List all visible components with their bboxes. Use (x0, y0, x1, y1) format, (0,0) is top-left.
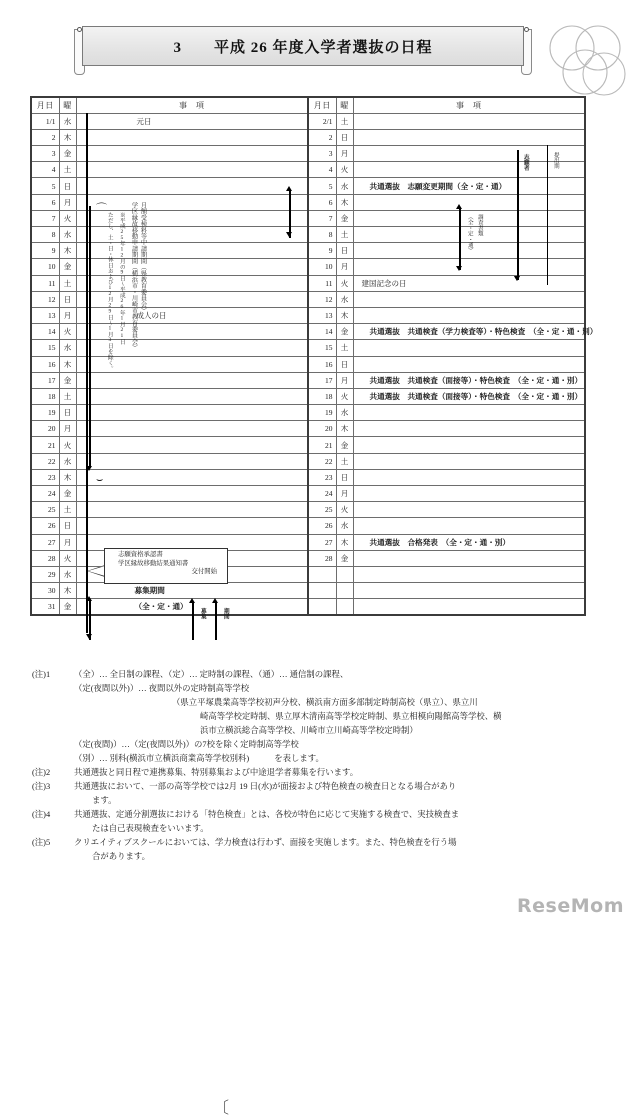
jan-event-cell: （全・定・通） (76, 599, 308, 615)
note-text: 崎高等学校定時制、県立厚木清南高等学校定時制、県立相模向陽館高等学校、横 (200, 712, 502, 722)
feb-event-cell: 共通選抜 合格発表 （全・定・通・別） (353, 534, 585, 550)
feb-submit-vtext: 提出期 (552, 152, 559, 169)
jan-date-cell: 29 (31, 566, 59, 582)
selection-schedule-table (30, 96, 598, 616)
jan-date-cell: 5 (31, 178, 59, 194)
note-text: 合があります。 (92, 852, 150, 862)
note-text: （全）… 全日制の課程、（定）… 定時制の課程、（通）… 通信制の課程、 (74, 670, 349, 679)
note-row-cont (32, 724, 612, 737)
table-row (31, 421, 585, 437)
note-row (32, 808, 612, 821)
feb-empty-cell (308, 583, 336, 599)
feb-date-cell: 15 (308, 340, 336, 356)
jan-dow-cell: 水 (59, 113, 76, 129)
callout-line-2: 学区縁故移動結果通知書 (118, 559, 189, 567)
feb-dow-cell: 水 (336, 178, 353, 194)
jan-date-cell: 6 (31, 194, 59, 210)
table-row (31, 178, 585, 194)
table-row (31, 502, 585, 518)
feb-dow-cell: 土 (336, 113, 353, 129)
feb-dow-cell: 木 (336, 534, 353, 550)
section-number: 3 (173, 39, 182, 56)
jan-dow-cell: 水 (59, 566, 76, 582)
feb-event-cell (353, 146, 585, 162)
table-row (31, 307, 585, 323)
jan-dow-cell: 日 (59, 518, 76, 534)
decorative-rings-icon (542, 22, 632, 102)
feb-dow-cell: 日 (336, 243, 353, 259)
table-row (31, 469, 585, 485)
note-text: （別）… 別科(横浜市立横浜商業高等学校別科) を表します。 (74, 754, 324, 764)
header-event-feb: 事 項 (353, 97, 585, 113)
feb-event-cell (353, 129, 585, 145)
jan-dow-cell: 日 (59, 291, 76, 307)
page-title (173, 36, 432, 57)
jan-dow-cell: 日 (59, 178, 76, 194)
feb-empty-cell (336, 566, 353, 582)
callout-line-3: 交付開始 (191, 568, 217, 576)
note-text: 浜市立横浜総合高等学校、川崎市立川崎高等学校定時制） (200, 726, 418, 736)
jan-vertical-text-2: 学区縁故移動申請期間（横浜市・川崎市教育委員会） (130, 202, 138, 351)
title-label: 平成 26 年度入学者選抜の日程 (214, 39, 433, 56)
note-label: (注)2 (32, 768, 51, 778)
table-row (31, 518, 585, 534)
feb-event-cell (353, 421, 585, 437)
jan-dow-cell: 火 (59, 210, 76, 226)
feb-date-cell: 2 (308, 129, 336, 145)
jan-event-cell (76, 405, 308, 421)
feb-empty-cell (353, 566, 585, 582)
feb-dow-cell: 金 (336, 210, 353, 226)
title-plate (82, 26, 524, 66)
jan-dow-cell: 金 (59, 599, 76, 615)
feb-event-cell (353, 259, 585, 275)
jan-dow-cell: 金 (59, 259, 76, 275)
jan-event-cell (76, 372, 308, 388)
jan-event-cell (76, 291, 308, 307)
jan-date-cell: 24 (31, 486, 59, 502)
jan-event-cell (76, 243, 308, 259)
jan-event-cell (76, 356, 308, 372)
feb-dow-cell: 火 (336, 502, 353, 518)
feb-dow-cell: 金 (336, 324, 353, 340)
table-row (31, 162, 585, 178)
jan-event-cell (76, 502, 308, 518)
note-row (32, 668, 612, 681)
table-row (31, 227, 585, 243)
jan-dow-cell: 金 (59, 372, 76, 388)
jan-event-cell (76, 259, 308, 275)
feb-date-cell: 26 (308, 518, 336, 534)
table-row (31, 275, 585, 291)
jan-dow-cell: 木 (59, 583, 76, 599)
table-row (31, 324, 585, 340)
feb-event-cell (353, 113, 585, 129)
jan-dow-cell: 木 (59, 129, 76, 145)
jan-date-cell: 23 (31, 469, 59, 485)
jan-event-cell (76, 210, 308, 226)
feb-date-cell: 16 (308, 356, 336, 372)
feb-date-cell: 22 (308, 453, 336, 469)
jan-dow-cell: 土 (59, 388, 76, 404)
feb-date-cell: 8 (308, 227, 336, 243)
jan-date-cell: 21 (31, 437, 59, 453)
jan-event-cell (76, 194, 308, 210)
feb-dow-cell: 水 (336, 405, 353, 421)
jan-event-cell (76, 486, 308, 502)
jan-date-cell: 22 (31, 453, 59, 469)
jan-event-cell (76, 388, 308, 404)
feb-date-cell: 13 (308, 307, 336, 323)
table-row (31, 146, 585, 162)
jan-date-cell: 20 (31, 421, 59, 437)
note-text: 共通選抜において、一部の高等学校では2月 19 日(水)が面接および特色検査の検査日となる場合があり (74, 782, 457, 792)
feb-dow-cell: 金 (336, 437, 353, 453)
note-text: （定(夜間)）…（定(夜間以外)）の7校を除く定時制高等学校 (74, 740, 299, 750)
feb-dow-cell: 土 (336, 227, 353, 243)
table-row (31, 129, 585, 145)
feb-empty-cell (308, 566, 336, 582)
jan-dow-cell: 木 (59, 469, 76, 485)
jan-dow-cell: 木 (59, 243, 76, 259)
jan-brace-top: ⌒ (96, 203, 107, 215)
note-label: (注)1 (32, 670, 51, 679)
note-text: （定(夜間以外)）… 夜間以外の定時制高等学校 (74, 684, 250, 694)
header-date-jan: 月日 (31, 97, 59, 113)
watermark-logo: ReseMom (517, 895, 624, 917)
jan-dow-cell: 水 (59, 227, 76, 243)
jan-recruit-arrow-head-dn (86, 634, 92, 639)
feb-date-cell: 21 (308, 437, 336, 453)
jan-dow-cell: 木 (59, 356, 76, 372)
note-label: (注)4 (32, 810, 51, 820)
jan-event-cell (76, 162, 308, 178)
header-dow-feb: 曜 (336, 97, 353, 113)
jan-vertical-text-4: ただし、土・日・休日および12月29日～1月3日を除く。 (106, 212, 113, 372)
feb-event-cell (353, 210, 585, 226)
feb-event-cell: 建国記念の日 (353, 275, 585, 291)
jan-event-cell: 成人の日 (76, 307, 308, 323)
feb-event-cell (353, 307, 585, 323)
feb-date-cell: 5 (308, 178, 336, 194)
feb-date-cell: 18 (308, 388, 336, 404)
table-row (31, 243, 585, 259)
table-row (31, 599, 585, 615)
jan-event-cell: 募集期間 (76, 583, 308, 599)
jan-event-cell (76, 453, 308, 469)
jan-recruit-vtext-2: 期間 (222, 608, 229, 620)
feb-dow-cell: 木 (336, 194, 353, 210)
feb-dow-cell: 月 (336, 259, 353, 275)
feb-event-cell (353, 291, 585, 307)
feb-event-cell (353, 227, 585, 243)
feb-event-cell (353, 340, 585, 356)
feb-event-cell: 共通選抜 共通検査（面接等）・特色検査 （全・定・通・別） (353, 388, 585, 404)
feb-event-cell (353, 453, 585, 469)
feb-date-cell: 25 (308, 502, 336, 518)
feb-dow-cell: 火 (336, 388, 353, 404)
feb-docs-vtext-1: （全・定・通） (466, 214, 473, 254)
jan-date-cell: 9 (31, 243, 59, 259)
note-row-cont (32, 822, 612, 835)
jan-recruit-vtext-1: 募集 (199, 608, 206, 620)
jan-event-cell (76, 518, 308, 534)
feb-date-cell: 6 (308, 194, 336, 210)
jan-event-cell (76, 324, 308, 340)
jan-brace-bottom: ⌣ (96, 474, 104, 486)
jan-date-cell: 14 (31, 324, 59, 340)
feb-date-cell: 9 (308, 243, 336, 259)
feb-date-cell: 14 (308, 324, 336, 340)
jan-event-cell (76, 421, 308, 437)
table-row (31, 340, 585, 356)
table-row (31, 437, 585, 453)
table-row (31, 356, 585, 372)
feb-event-cell (353, 486, 585, 502)
jan-date-cell: 11 (31, 275, 59, 291)
callout-line-1: 志願資格承認書 (118, 551, 163, 558)
table-row (31, 113, 585, 129)
jan-date-cell: 31 (31, 599, 59, 615)
feb-date-cell: 24 (308, 486, 336, 502)
note-text: （県立平塚農業高等学校初声分校、横浜南方面多部制定時制高校（県立）、県立川 (172, 698, 478, 708)
feb-date-cell: 12 (308, 291, 336, 307)
jan-date-cell: 26 (31, 518, 59, 534)
feb-event-cell (353, 437, 585, 453)
jan-date-cell: 16 (31, 356, 59, 372)
jan-dow-cell: 月 (59, 421, 76, 437)
feb-event-cell (353, 405, 585, 421)
jan-event-cell (76, 129, 308, 145)
jan-event-cell (76, 340, 308, 356)
feb-event-cell (353, 243, 585, 259)
note-label: (注)3 (32, 782, 51, 792)
jan-event-cell (76, 275, 308, 291)
note-text: たは自己表現検査をいいます。 (92, 824, 209, 834)
feb-date-cell: 10 (308, 259, 336, 275)
table-row (31, 583, 585, 599)
jan-date-cell: 18 (31, 388, 59, 404)
note-text: 共通選抜、定通分割選抜における「特色検査」とは、各校が特色に応じて実施する検査で、実技検査ま (74, 810, 460, 820)
feb-dow-cell: 水 (336, 291, 353, 307)
feb-date-cell: 11 (308, 275, 336, 291)
jan-date-cell: 2 (31, 129, 59, 145)
jan-date-cell: 28 (31, 550, 59, 566)
note-row-cont (32, 738, 612, 751)
jan-event-cell (76, 178, 308, 194)
feb-empty-cell (353, 599, 585, 615)
feb-dow-cell: 水 (336, 518, 353, 534)
jan-dow-cell: 水 (59, 340, 76, 356)
jan-event-cell: 元日 (76, 113, 308, 129)
jan-dow-cell: 火 (59, 437, 76, 453)
jan-date-cell: 15 (31, 340, 59, 356)
feb-event-cell: 共通選抜 志願変更期間（全・定・通） (353, 178, 585, 194)
jan-date-cell: 27 (31, 534, 59, 550)
feb-dow-cell: 月 (336, 372, 353, 388)
note-row-cont (32, 794, 612, 807)
feb-dow-cell: 木 (336, 421, 353, 437)
note-row-cont (32, 850, 612, 863)
note-row (32, 780, 612, 793)
callout-tail (88, 566, 105, 576)
table-row (31, 388, 585, 404)
jan-dow-cell: 火 (59, 324, 76, 340)
jan-dow-cell: 火 (59, 550, 76, 566)
feb-event-cell (353, 194, 585, 210)
table-header-row (31, 97, 585, 113)
note-text: ます。 (92, 796, 117, 806)
table-row (31, 453, 585, 469)
feb-dow-cell: 日 (336, 356, 353, 372)
feb-dow-cell: 月 (336, 486, 353, 502)
jan-date-cell: 1/1 (31, 113, 59, 129)
footnotes (32, 668, 612, 864)
jan-date-cell: 3 (31, 146, 59, 162)
feb-date-cell: 17 (308, 372, 336, 388)
feb-dow-cell: 土 (336, 453, 353, 469)
jan-dow-cell: 月 (59, 534, 76, 550)
ribbon-dot-right (524, 27, 529, 32)
ribbon-dot-left (77, 27, 82, 32)
table-row (31, 405, 585, 421)
feb-date-cell: 4 (308, 162, 336, 178)
feb-event-cell (353, 518, 585, 534)
jan-dow-cell: 金 (59, 146, 76, 162)
jan-dow-cell: 月 (59, 307, 76, 323)
table-body (31, 113, 598, 615)
jan-vertical-text-1: 月額受検料等中請期間（県教育委員会） (139, 202, 147, 314)
jan-dow-cell: 水 (59, 453, 76, 469)
feb-applicant-vtext: 志願者 (522, 154, 529, 171)
note-text: 共通選抜と同日程で連携募集、特別募集および中途退学者募集を行います。 (74, 768, 359, 778)
jan-dow-cell: 土 (59, 162, 76, 178)
callout-brace: 〔 (213, 1100, 230, 1117)
feb-dow-cell: 日 (336, 469, 353, 485)
table-row (31, 194, 585, 210)
feb-date-cell: 2/1 (308, 113, 336, 129)
feb-dow-cell: 金 (336, 550, 353, 566)
feb-empty-cell (336, 583, 353, 599)
jan-dow-cell: 土 (59, 275, 76, 291)
feb-event-cell (353, 550, 585, 566)
note-label: (注)5 (32, 838, 51, 848)
note-row-cont (32, 752, 612, 765)
note-row-cont (32, 682, 612, 695)
feb-empty-cell (336, 599, 353, 615)
feb-date-cell: 7 (308, 210, 336, 226)
jan-dow-cell: 日 (59, 405, 76, 421)
feb-dow-cell: 土 (336, 340, 353, 356)
jan-date-cell: 10 (31, 259, 59, 275)
table-row (31, 486, 585, 502)
jan-event-cell (76, 227, 308, 243)
feb-dow-cell: 月 (336, 146, 353, 162)
feb-dow-cell: 木 (336, 307, 353, 323)
table-row (31, 372, 585, 388)
jan-date-cell: 19 (31, 405, 59, 421)
table-row (31, 291, 585, 307)
feb-event-cell (353, 502, 585, 518)
header-date-feb: 月日 (308, 97, 336, 113)
jan-vertical-text-3: ※平成25年12月の9日～平成26年1月21日 (118, 212, 125, 345)
header-event-jan: 事 項 (76, 97, 308, 113)
feb-empty-cell (308, 599, 336, 615)
table-row (31, 210, 585, 226)
note-row-cont (32, 710, 612, 723)
feb-date-cell: 28 (308, 550, 336, 566)
jan-date-cell: 13 (31, 307, 59, 323)
feb-event-cell (353, 469, 585, 485)
jan-dow-cell: 金 (59, 486, 76, 502)
jan-date-cell: 30 (31, 583, 59, 599)
jan-event-cell (76, 437, 308, 453)
jan-date-cell: 25 (31, 502, 59, 518)
note-row (32, 766, 612, 779)
table-row (31, 259, 585, 275)
feb-date-cell: 19 (308, 405, 336, 421)
jan-dow-cell: 土 (59, 502, 76, 518)
feb-empty-cell (353, 583, 585, 599)
feb-date-cell: 20 (308, 421, 336, 437)
title-banner (74, 26, 524, 72)
jan-date-cell: 12 (31, 291, 59, 307)
jan-date-cell: 8 (31, 227, 59, 243)
feb-date-cell: 27 (308, 534, 336, 550)
jan-event-cell (76, 146, 308, 162)
jan-event-cell (76, 469, 308, 485)
feb-event-cell: 共通選抜 共通検査（面接等）・特色検査 （全・定・通・別） (353, 372, 585, 388)
feb-event-cell: 共通選抜 共通検査（学力検査等）・特色検査 （全・定・通・別） (353, 324, 585, 340)
feb-docs-vtext-2: 調査書類 (476, 214, 483, 237)
feb-dow-cell: 火 (336, 162, 353, 178)
note-row (32, 836, 612, 849)
note-row-cont (32, 696, 612, 709)
feb-event-cell (353, 356, 585, 372)
header-dow-jan: 曜 (59, 97, 76, 113)
feb-dow-cell: 火 (336, 275, 353, 291)
feb-dow-cell: 日 (336, 129, 353, 145)
note-text: クリエイティブスクールにおいては、学力検査は行わず、面接を実施します。また、特色検査を行う場 (74, 838, 457, 848)
jan-dow-cell: 月 (59, 194, 76, 210)
feb-date-cell: 23 (308, 469, 336, 485)
jan-date-cell: 4 (31, 162, 59, 178)
jan-date-cell: 7 (31, 210, 59, 226)
feb-date-cell: 3 (308, 146, 336, 162)
feb-event-cell (353, 162, 585, 178)
jan-date-cell: 17 (31, 372, 59, 388)
